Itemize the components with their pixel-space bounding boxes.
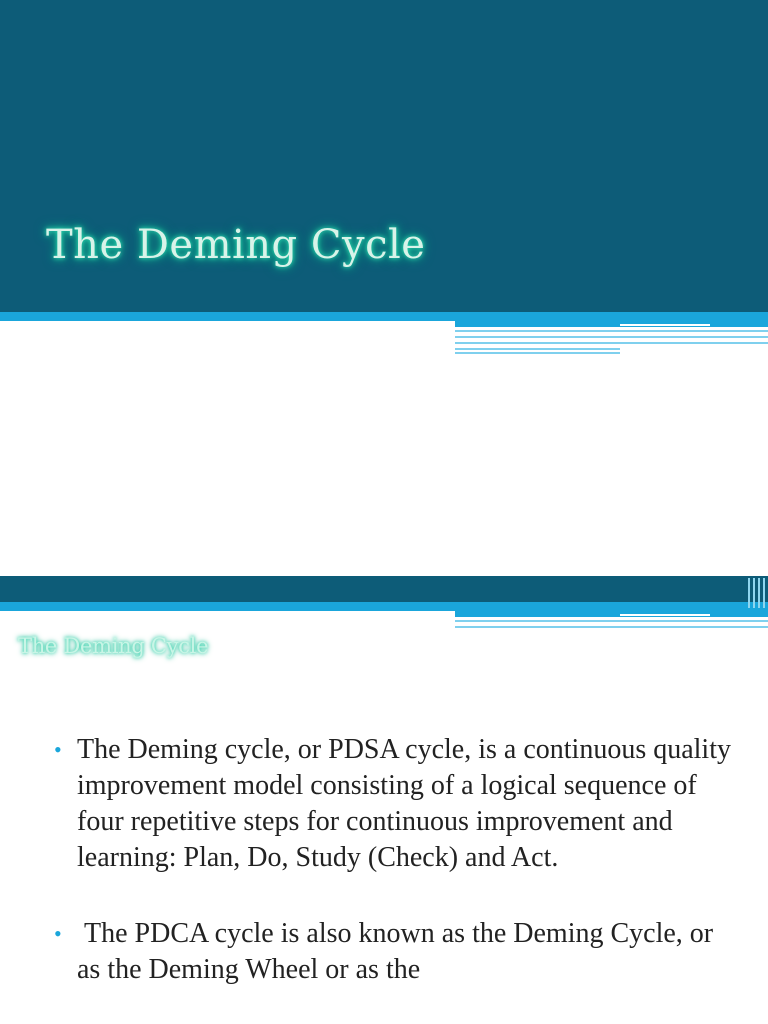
slide1-accent-line xyxy=(455,348,620,350)
slide2-accent-line xyxy=(455,620,768,622)
bullet-dot-icon: • xyxy=(54,737,62,762)
stripe xyxy=(758,578,760,608)
slide1-title: The Deming Cycle xyxy=(46,222,426,268)
stripe xyxy=(748,578,750,608)
bullet-list xyxy=(54,732,734,1024)
slide2-header-band xyxy=(0,576,768,602)
slide1-accent-line xyxy=(455,330,768,332)
slide2-title: The Deming Cycle xyxy=(18,634,209,658)
slide1-accent-line xyxy=(455,352,620,354)
bullet-item xyxy=(54,732,734,876)
slide1-accent-bar-right xyxy=(455,321,768,327)
slide1-accent-line xyxy=(455,336,768,338)
bullet-dot-icon: • xyxy=(54,921,62,946)
slide1-accent-highlight xyxy=(620,324,710,326)
slide2-corner-stripes xyxy=(746,578,768,608)
slide1-accent-line xyxy=(455,342,768,344)
bullet-item xyxy=(54,916,734,988)
slide2-accent-line xyxy=(455,626,768,628)
stripe xyxy=(753,578,755,608)
slide2-accent-highlight xyxy=(620,614,710,616)
bullet-text: The PDCA cycle is also known as the Deming Cycle, or as the Deming Wheel or as the xyxy=(77,918,721,985)
slide1-accent-bar xyxy=(0,312,768,321)
bullet-text: The Deming cycle, or PDSA cycle, is a continuous quality improvement model consisting of a logical sequence of four repetitive steps for continuous improvement and learning: Plan, Do, Study (Check) and Act. xyxy=(77,734,731,873)
slide2-accent-bar xyxy=(0,602,768,611)
slide2-accent-bar-right xyxy=(455,611,768,617)
stripe xyxy=(763,578,765,608)
